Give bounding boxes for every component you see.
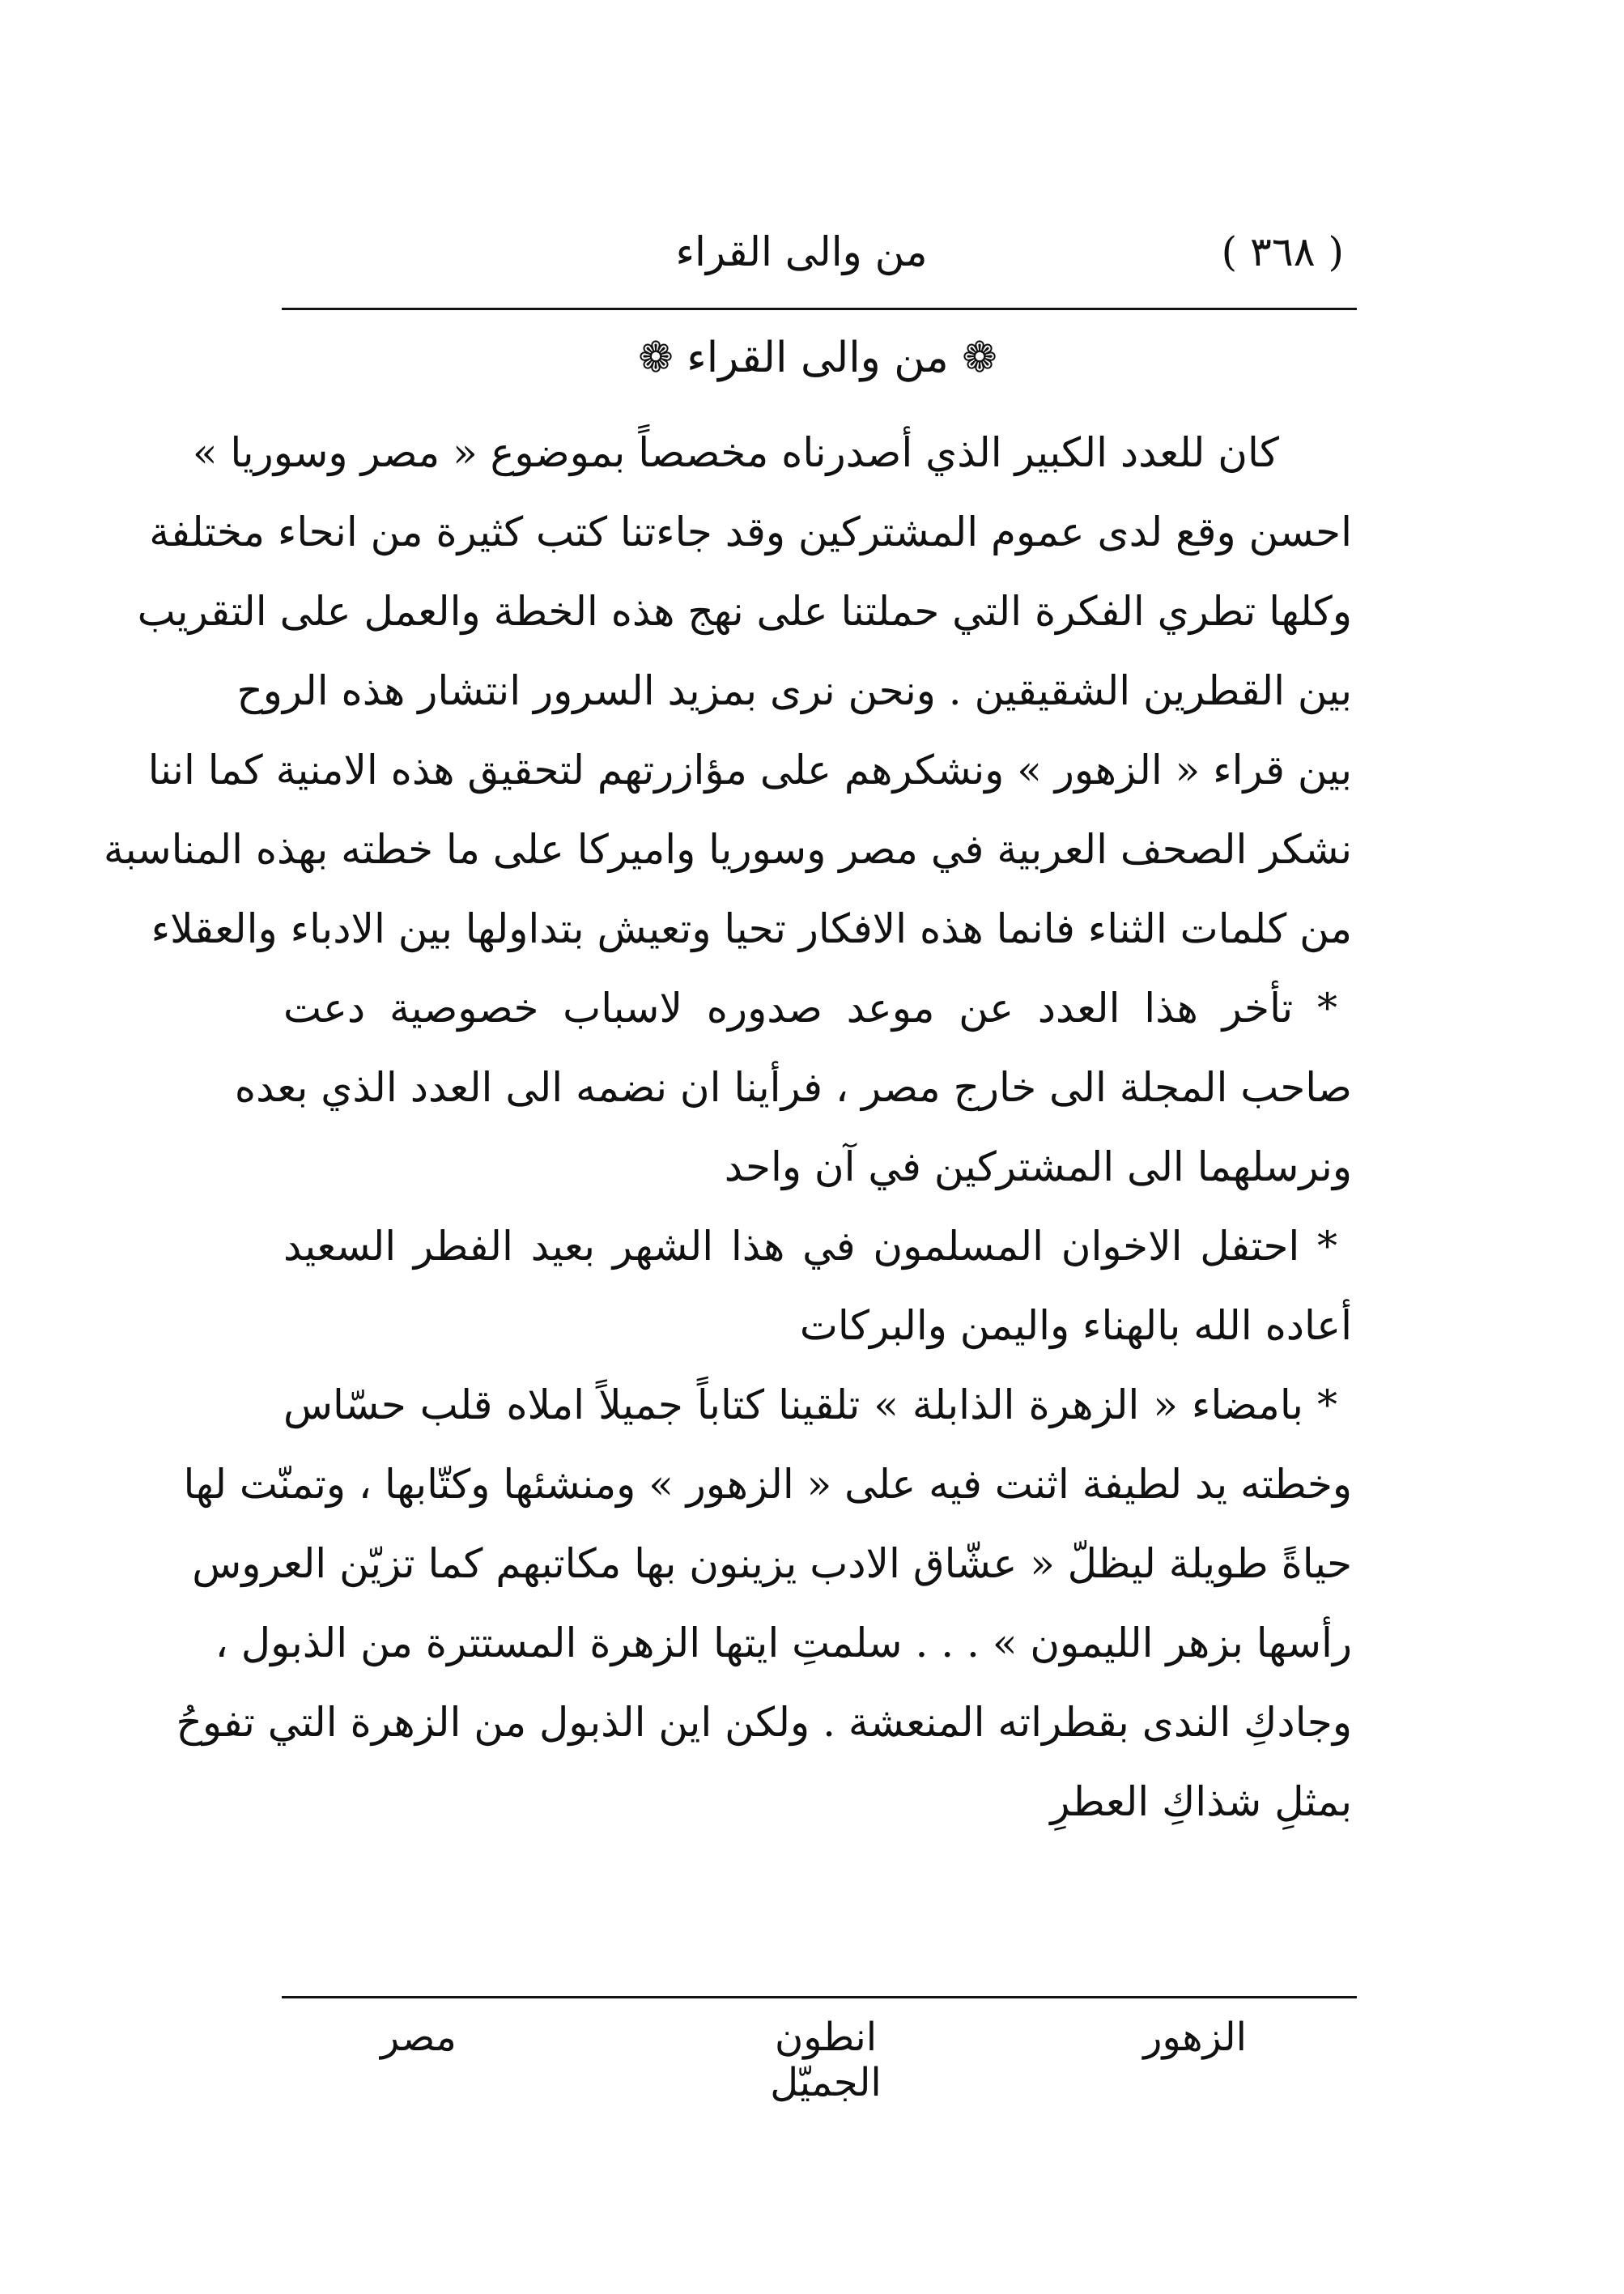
- header-rule: [282, 308, 1357, 310]
- body-line: صاحب المجلة الى خارج مصر ، فرأينا ان نضمه الى العدد الذي بعده: [234, 1064, 1352, 1111]
- body-line: بمثلِ شذاكِ العطرِ: [1050, 1778, 1352, 1825]
- section-title: ❁ من والى القراء ❁: [638, 334, 997, 382]
- body-line: كان للعدد الكبير الذي أصدرناه مخصصاً بموضوع « مصر وسوريا »: [192, 429, 1279, 476]
- body-line: حياةً طويلة ليظلّ « عشّاق الادب يزينون بها مكاتبهم كما تزيّن العروس: [192, 1540, 1352, 1587]
- body-line: وكلها تطري الفكرة التي حملتنا على نهج هذه الخطة والعمل على التقريب: [137, 588, 1352, 635]
- page-footer: [283, 2015, 1352, 2105]
- body-line: ونرسلهما الى المشتركين في آن واحد: [724, 1143, 1352, 1190]
- footer-editor: انطون الجميّل: [770, 2015, 882, 2105]
- body-line: أعاده الله بالهناء واليمن والبركات: [799, 1302, 1352, 1349]
- footer-place: مصر: [380, 2015, 457, 2060]
- body-line: رأسها بزهر الليمون » . . . سلمتِ ايتها الزهرة المستترة من الذبول ،: [215, 1619, 1352, 1666]
- footer-journal: الزهور: [1143, 2015, 1247, 2060]
- footer-rule: [282, 1996, 1357, 1998]
- page-header: [283, 228, 1352, 301]
- body-line: من كلمات الثناء فانما هذه الافكار تحيا وتعيش بتداولها بين الادباء والعقلاء: [151, 905, 1352, 952]
- body-line: احسن وقع لدى عموم المشتركين وقد جاءتنا كتب كثيرة من انحاء مختلفة: [149, 509, 1352, 555]
- body-line: * احتفل الاخوان المسلمون في هذا الشهر بعيد الفطر السعيد: [283, 1223, 1337, 1270]
- body-line: نشكر الصحف العربية في مصر وسوريا واميركا على ما خطته بهذه المناسبة: [103, 826, 1352, 873]
- body-line: وجادكِ الندى بقطراته المنعشة . ولكن اين الذبول من الزهرة التي تفوحُ: [176, 1699, 1352, 1746]
- running-title: من والى القراء: [675, 228, 928, 275]
- body-line: * تأخر هذا العدد عن موعد صدوره لاسباب خصوصية دعت: [283, 985, 1337, 1032]
- body-line: بين القطرين الشقيقين . ونحن نرى بمزيد السرور انتشار هذه الروح: [236, 667, 1352, 714]
- body-line: وخطته يد لطيفة اثنت فيه على « الزهور » ومنشئها وكتّابها ، وتمنّت لها: [183, 1461, 1352, 1508]
- page-number: ( ٣٦٨ ): [1221, 228, 1344, 275]
- body-line: * بامضاء « الزهرة الذابلة » تلقينا كتاباً جميلاً املاه قلب حسّاس: [283, 1381, 1337, 1428]
- body-line: بين قراء « الزهور » ونشكرهم على مؤازرتهم لتحقيق هذه الامنية كما اننا: [147, 747, 1352, 794]
- article-body: [103, 413, 1352, 1841]
